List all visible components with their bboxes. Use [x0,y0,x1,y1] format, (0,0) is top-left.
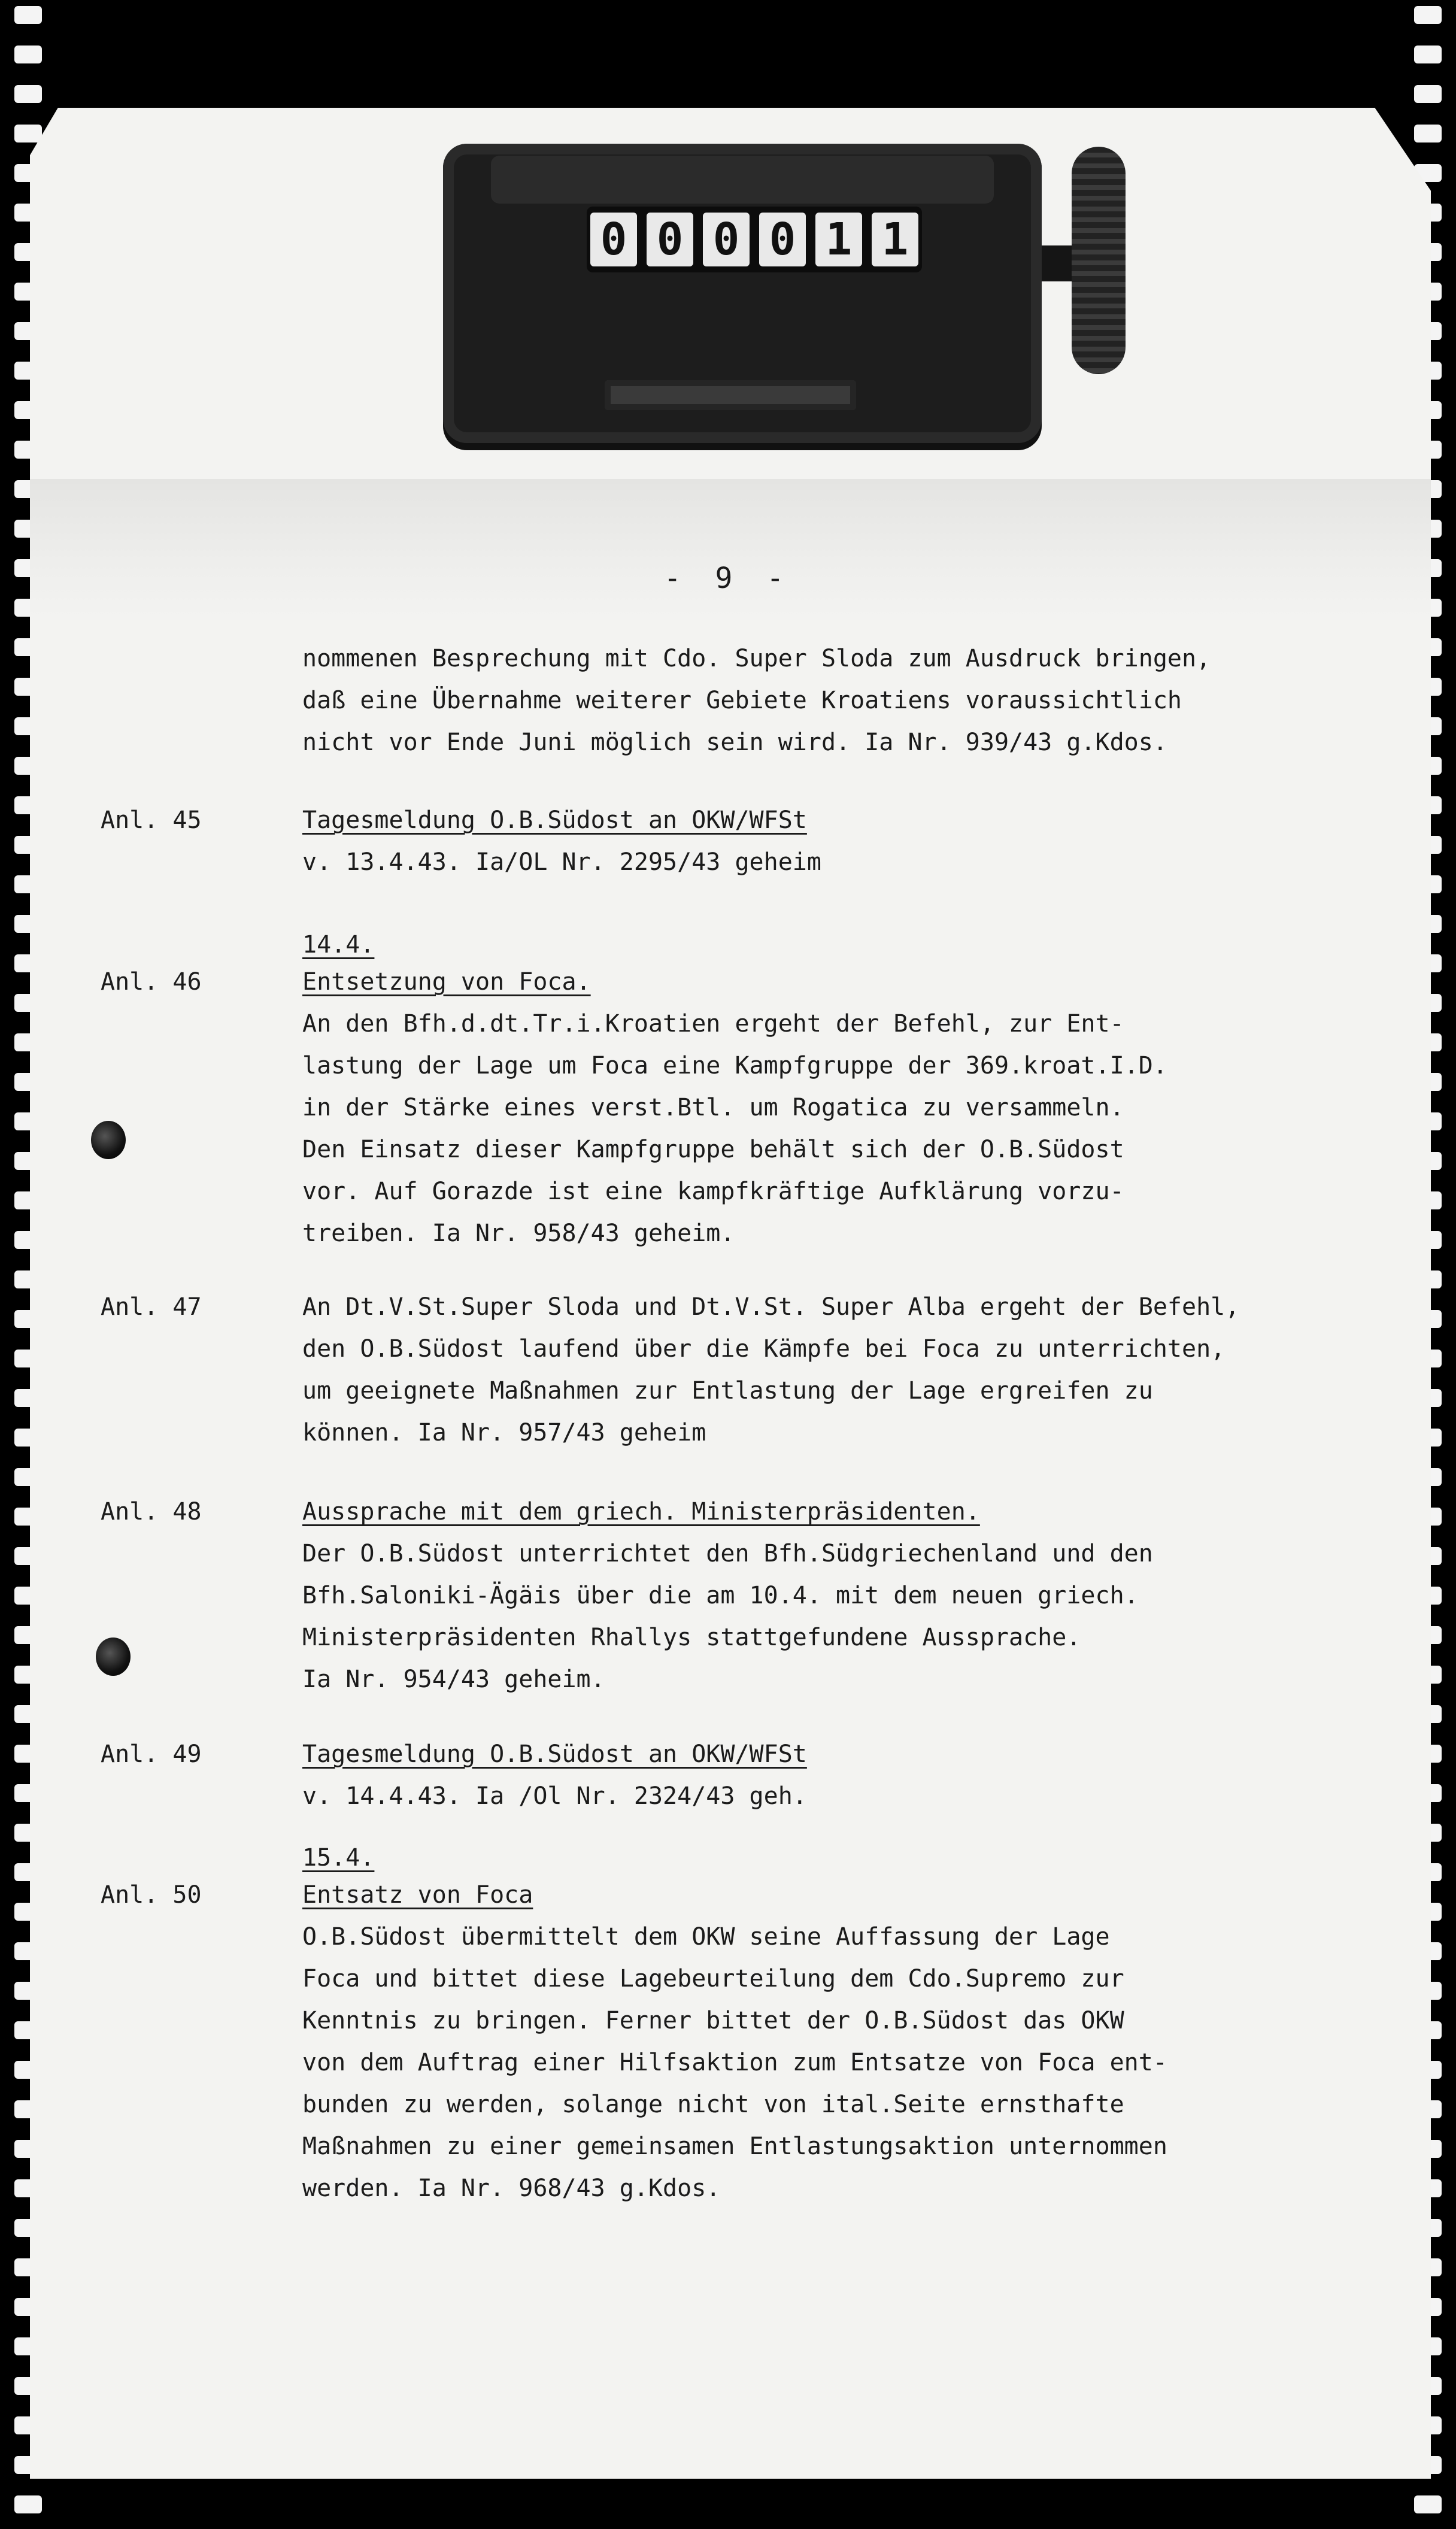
counter-top-plate [491,156,994,204]
entry-anl-46 [302,961,1380,1254]
text-line: in der Stärke eines verst.Btl. um Rogatica zu versammeln. [302,1094,1124,1121]
punch-hole [96,1638,131,1676]
counter-digit-window [587,207,922,272]
entry-title: Tagesmeldung O.B.Südost an OKW/WFSt [302,806,807,834]
entry-anl-48 [302,1491,1380,1700]
text-line: Bfh.Saloniki-Ägäis über die am 10.4. mit dem neuen griech. [302,1582,1139,1609]
film-perforation [14,46,42,63]
page-number: - 9 - [663,562,793,595]
date-heading-15-4 [302,1837,1380,1879]
date-heading-14-4 [302,924,1380,966]
text-line: Der O.B.Südost unterrichtet den Bfh.Südgriechenland und den [302,1540,1153,1567]
entry-anl-47 [302,1286,1380,1454]
date-heading: 14.4. [302,931,375,959]
counter-digit: 0 [647,213,693,266]
counter-knob [1072,147,1126,374]
annex-label: Anl. 45 [101,806,202,834]
entry-anl-49 [302,1733,1380,1817]
text-line: Ia Nr. 954/43 geheim. [302,1666,605,1693]
text-line: Kenntnis zu bringen. Ferner bittet der O.B.Südost das OKW [302,2007,1124,2034]
date-heading: 15.4. [302,1844,375,1872]
entry-anl-50 [302,1874,1380,2209]
entry-title: Aussprache mit dem griech. Ministerpräsidenten. [302,1498,980,1526]
text-line: v. 13.4.43. Ia/OL Nr. 2295/43 geheim [302,848,821,876]
film-perforation [14,125,42,142]
entry-anl-45 [302,799,1380,883]
counter-digit: 0 [759,213,806,266]
annex-label: Anl. 46 [101,968,202,996]
counter-digit: 1 [815,213,862,266]
text-line: daß eine Übernahme weiterer Gebiete Kroatiens voraussichtlich [302,687,1182,714]
film-perforation [14,85,42,103]
text-line: nicht vor Ende Juni möglich sein wird. Ia Nr. 939/43 g.Kdos. [302,729,1167,756]
text-line: Foca und bittet diese Lagebeurteilung dem Cdo.Supremo zur [302,1965,1124,1993]
film-perforation [1414,85,1442,103]
film-perforation [14,2495,42,2513]
text-line: um geeignete Maßnahmen zur Entlastung der Lage ergreifen zu [302,1377,1153,1405]
text-line: den O.B.Südost laufend über die Kämpfe bei Foca zu unterrichten, [302,1335,1226,1363]
text-line: v. 14.4.43. Ia /Ol Nr. 2324/43 geh. [302,1782,807,1810]
annex-label: Anl. 49 [101,1740,202,1768]
entry-title: Entsetzung von Foca. [302,968,591,996]
text-line: werden. Ia Nr. 968/43 g.Kdos. [302,2175,721,2202]
film-perforation [1414,46,1442,63]
text-line: von dem Auftrag einer Hilfsaktion zum Entsatze von Foca ent- [302,2049,1167,2076]
text-line: nommenen Besprechung mit Cdo. Super Sloda zum Ausdruck bringen, [302,645,1211,672]
header-shadow-band [30,479,1431,617]
punch-hole [91,1121,126,1159]
counter-digit: 0 [703,213,750,266]
film-perforation [14,6,42,24]
counter-digit: 0 [590,213,637,266]
counter-label-slot [605,380,856,410]
text-line: An den Bfh.d.dt.Tr.i.Kroatien ergeht der Befehl, zur Ent- [302,1010,1124,1038]
text-line: Den Einsatz dieser Kampfgruppe behält sich der O.B.Südost [302,1136,1124,1163]
entry-title: Tagesmeldung O.B.Südost an OKW/WFSt [302,1740,807,1768]
film-perforation [1414,2495,1442,2513]
film-perforation [1414,6,1442,24]
text-line: lastung der Lage um Foca eine Kampfgruppe der 369.kroat.I.D. [302,1052,1167,1079]
annex-label: Anl. 47 [101,1293,202,1321]
intro-paragraph [302,638,1380,763]
text-line: Ministerpräsidenten Rhallys stattgefundene Aussprache. [302,1624,1081,1651]
text-line: bunden zu werden, solange nicht von ital.Seite ernsthafte [302,2091,1124,2118]
text-line: treiben. Ia Nr. 958/43 geheim. [302,1220,735,1247]
frame-counter-device [443,144,1042,443]
text-line: O.B.Südost übermittelt dem OKW seine Auffassung der Lage [302,1923,1110,1951]
counter-digit: 1 [872,213,918,266]
film-perforation [1414,125,1442,142]
entry-title: Entsatz von Foca [302,1881,533,1909]
text-line: vor. Auf Gorazde ist eine kampfkräftige Aufklärung vorzu- [302,1178,1124,1205]
text-line: Maßnahmen zu einer gemeinsamen Entlastungsaktion unternommen [302,2133,1167,2160]
text-line: An Dt.V.St.Super Sloda und Dt.V.St. Super Alba ergeht der Befehl, [302,1293,1240,1321]
text-line: können. Ia Nr. 957/43 geheim [302,1419,706,1447]
annex-label: Anl. 48 [101,1498,202,1526]
annex-label: Anl. 50 [101,1881,202,1909]
